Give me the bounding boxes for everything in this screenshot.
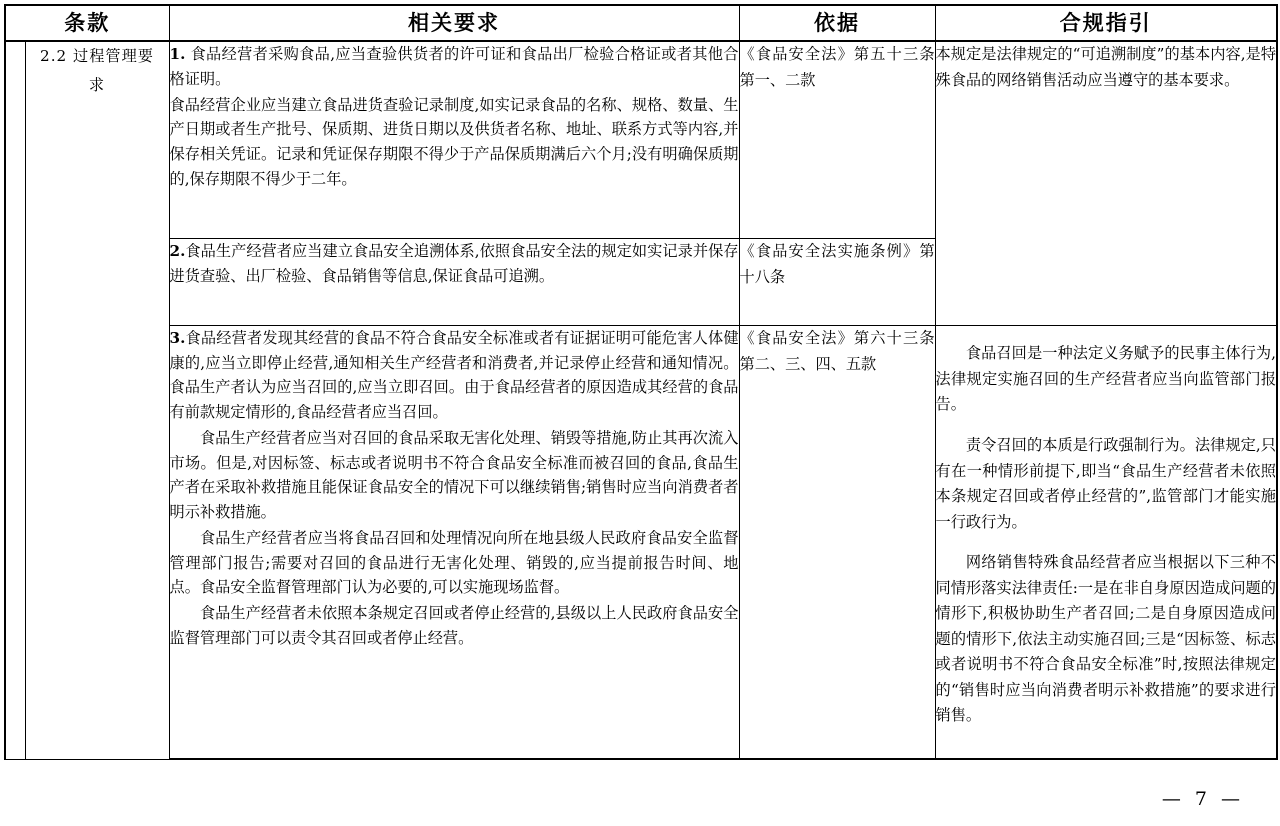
header-requirements: 相关要求 xyxy=(169,5,739,41)
table-row xyxy=(5,326,1277,760)
header-guidance: 合规指引 xyxy=(935,5,1277,41)
compliance-table xyxy=(4,4,1278,760)
requirement-3-para-4: 食品生产经营者未依照本条规定召回或者停止经营的,县级以上人民政府食品安全监督管理部门可以责令其召回或者停止经营。 xyxy=(169,604,739,648)
guidance-para-2: 责令召回的本质是行政强制行为。法律规定,只有在一种情形前提下,即当“食品生产经营者未依照本条规定召回或者停止经营的”,监管部门才能实施一行政行为。 xyxy=(935,435,1276,531)
table-header-row xyxy=(5,5,1277,41)
requirement-3-para-3: 食品生产经营者应当将食品召回和处理情况向所在地县级人民政府食品安全监督管理部门报告;需要对召回的食品进行无害化处理、销毁的,应当提前报告时间、地点。食品安全监督管理部门认为必要的,可以实施现场监督。 xyxy=(169,529,739,597)
requirement-1-para-2: 食品经营企业应当建立食品进货查验记录制度,如实记录食品的名称、规格、数量、生产日期或者生产批号、保质期、进货日期以及供货者名称、地址、联系方式等内容,并保存相关凭证。记录和凭证保存期限不得少于产品保质期满后六个月;没有明确保质期的,保存期限不得少于二年。 xyxy=(169,95,739,188)
requirement-cell-1 xyxy=(169,41,739,239)
clause-cell xyxy=(25,41,169,759)
requirement-cell-3 xyxy=(169,326,739,760)
requirement-3-number: 3. xyxy=(169,329,186,347)
row-marker-column xyxy=(5,41,25,759)
requirement-3-para-2: 食品生产经营者应当对召回的食品采取无害化处理、销毁等措施,防止其再次流入市场。但是,对因标签、标志或者说明书不符合食品安全标准而被召回的食品,食品生产者在采取补救措施且能保证食品安全的情况下可以继续销售;销售时应当向消费者者明示补救措施。 xyxy=(169,429,739,521)
page-number: — 7 — xyxy=(1161,788,1244,810)
guidance-cell-top: 本规定是法律规定的“可追溯制度”的基本内容,是特殊食品的网络销售活动应当遵守的基本要求。 xyxy=(935,41,1277,326)
requirement-2-para-1 xyxy=(170,239,739,288)
basis-cell-1: 《食品安全法》第五十三条第一、二款 xyxy=(739,41,935,239)
clause-label: 2.2 过程管理要求 xyxy=(40,47,154,94)
requirement-1-text-1: 食品经营者采购食品,应当查验供货者的许可证和食品出厂检验合格证或者其他合格证明。 xyxy=(169,45,739,88)
requirement-1-number: 1. xyxy=(169,45,186,63)
table-row xyxy=(5,41,1277,239)
requirement-3-text-1: 食品经营者发现其经营的食品不符合食品安全标准或者有证据证明可能危害人体健康的,应当立即停止经营,通知相关生产经营者和消费者,并记录停止经营和通知情况。食品生产者认为应当召回的,应当立即召回。由于食品经营者的原因造成其经营的食品有前款规定情形的,食品经营者应当召回。 xyxy=(169,329,739,421)
basis-cell-2: 《食品安全法实施条例》第十八条 xyxy=(739,239,935,326)
requirement-3-para-1 xyxy=(170,326,739,425)
requirement-2-number: 2. xyxy=(169,242,186,260)
header-basis: 依据 xyxy=(739,5,935,41)
requirement-cell-2 xyxy=(169,239,739,326)
requirement-1-para-1 xyxy=(170,42,739,91)
header-clause: 条款 xyxy=(5,5,169,41)
guidance-para-3: 网络销售特殊食品经营者应当根据以下三种不同情形落实法律责任:一是在非自身原因造成问题的情形下,积极协助生产者召回;二是自身原因造成问题的情形下,依法主动实施召回;三是“因标签、标志或者说明书不符合食品安全标准”时,按照法律规定的“销售时应当向消费者明示补救措施”的要求进行销售。 xyxy=(935,553,1276,725)
basis-cell-3: 《食品安全法》第六十三条第二、三、四、五款 xyxy=(739,326,935,760)
guidance-cell-bottom xyxy=(935,326,1277,760)
requirement-2-text-1: 食品生产经营者应当建立食品安全追溯体系,依照食品安全法的规定如实记录并保存进货查验、出厂检验、食品销售等信息,保证食品可追溯。 xyxy=(169,242,739,285)
guidance-para-1: 食品召回是一种法定义务赋予的民事主体行为,法律规定实施召回的生产经营者应当向监管部门报告。 xyxy=(935,344,1276,414)
